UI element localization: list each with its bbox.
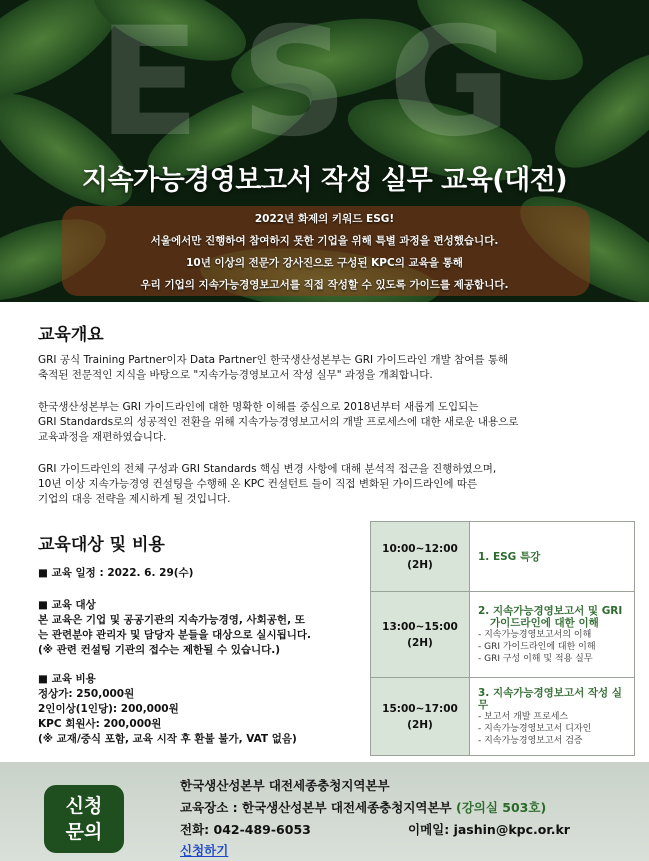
esg-watermark: ESG <box>97 0 552 170</box>
session-time-cell <box>371 678 470 756</box>
overview-p1-line: 축적된 전문적인 지식을 바탕으로 "지속가능경영보고서 작성 실무" 과정을 개최합니다. <box>38 369 433 381</box>
session-desc-cell <box>470 522 635 592</box>
cost-label: ■ 교육 비용 <box>38 673 96 685</box>
cost-line: (※ 교재/중식 포함, 교육 시작 후 환불 불가, VAT 없음) <box>38 733 297 745</box>
intro-line-3: 10년 이상의 전문가 강사진으로 구성된 KPC의 교육을 통해 <box>186 257 463 269</box>
contact-footer <box>0 762 649 861</box>
email-text: 이메일: jashin@kpc.or.kr <box>408 822 570 837</box>
table-row <box>371 592 635 678</box>
session-desc-cell <box>470 592 635 678</box>
venue-room: (강의실 503호) <box>455 800 547 815</box>
badge-line-bottom: 문의 <box>65 821 103 843</box>
session-subitem: - 지속가능경영보고서 검증 <box>478 735 583 746</box>
intro-line-4: 우리 기업의 지속가능경영보고서를 직접 작성할 수 있도록 가이드를 제공합니다. <box>140 279 509 291</box>
overview-paragraph-3 <box>38 462 628 507</box>
audience-line: 는 관련분야 관리자 및 담당자 분들을 대상으로 실시됩니다. <box>38 629 312 641</box>
apply-inquiry-badge <box>44 785 124 853</box>
cost-line: KPC 회원사: 200,000원 <box>38 718 162 730</box>
overview-p3-line: 10년 이상 지속가능경영 컨설팅을 수행해 온 KPC 컨설턴트 들이 직접 변화된 가이드라인에 따른 <box>38 478 478 490</box>
session-time-cell <box>371 522 470 592</box>
session-title: 2. 지속가능경영보고서 및 GRI <box>478 604 623 617</box>
session-subitem: - 지속가능경영보고서 디자인 <box>478 723 592 734</box>
schedule-table <box>370 521 635 756</box>
session-hours: (2H) <box>407 636 433 649</box>
cost-line: 2인이상(1인당): 200,000원 <box>38 703 179 715</box>
overview-paragraph-2 <box>38 400 628 445</box>
session-hours: (2H) <box>407 718 433 731</box>
venue-label: 교육장소 : 한국생산성본부 대전세종충청지역본부 <box>180 800 456 815</box>
session-subitem: - GRI 구성 이해 및 적용 실무 <box>478 653 593 664</box>
intro-line-2: 서울에서만 진행하여 참여하지 못한 기업을 위해 특별 과정을 편성했습니다. <box>150 235 499 247</box>
session-desc-cell <box>470 678 635 756</box>
audience-label: ■ 교육 대상 <box>38 599 96 611</box>
session-title: 3. 지속가능경영보고서 작성 실무 <box>478 686 622 711</box>
org-name: 한국생산성본부 대전세종충청지역본부 <box>180 778 390 793</box>
session-hours: (2H) <box>407 558 433 571</box>
session-time: 10:00~12:00 <box>382 542 458 555</box>
session-title-cont: 가이드라인에 대한 이해 <box>490 616 599 629</box>
audience-line: 본 교육은 기업 및 공공기관의 지속가능경영, 사회공헌, 또 <box>38 614 305 626</box>
venue-text <box>180 798 546 816</box>
cost-text <box>38 687 368 747</box>
table-row <box>371 522 635 592</box>
schedule-text: ■ 교육 일정 : 2022. 6. 29(수) <box>38 567 194 579</box>
session-time-cell <box>371 592 470 678</box>
session-time: 13:00~15:00 <box>382 620 458 633</box>
session-subitem: - 지속가능경영보고서의 이해 <box>478 629 592 640</box>
session-time: 15:00~17:00 <box>382 702 458 715</box>
intro-line-1: 2022년 화제의 키워드 ESG! <box>254 213 395 225</box>
overview-paragraph-1 <box>38 353 628 383</box>
audience-text <box>38 613 368 658</box>
overview-p3-line: 기업의 대응 전략을 제시하게 될 것입니다. <box>38 493 231 505</box>
badge-line-top: 신청 <box>65 795 103 817</box>
hero-banner <box>0 0 649 302</box>
overview-p2-line: GRI Standards로의 성공적인 전환을 위해 지속가능경영보고서의 개발 프로세스에 대한 새로운 내용으로 <box>38 416 519 428</box>
overview-p2-line: 교육과정을 재편하였습니다. <box>38 431 167 443</box>
session-subitem: - GRI 가이드라인에 대한 이해 <box>478 641 596 652</box>
table-row <box>371 678 635 756</box>
page-title: 지속가능경영보고서 작성 실무 교육(대전) <box>81 165 568 196</box>
overview-heading: 교육개요 <box>38 325 104 345</box>
session-subitem: - 보고서 개발 프로세스 <box>478 711 569 722</box>
cost-line: 정상가: 250,000원 <box>38 688 135 700</box>
audience-line: (※ 관련 컨설팅 기관의 접수는 제한될 수 있습니다.) <box>38 644 281 656</box>
overview-p3-line: GRI 가이드라인의 전체 구성과 GRI Standards 핵심 변경 사항에 대해 분석적 접근을 진행하였으며, <box>38 463 497 475</box>
session-title: 1. ESG 특강 <box>478 550 541 563</box>
overview-p2-line: 한국생산성본부는 GRI 가이드라인에 대한 명확한 이해를 중심으로 2018년부터 새롭게 도입되는 <box>38 401 479 413</box>
overview-p1-line: GRI 공식 Training Partner이자 Data Partner인 한국생산성본부는 GRI 가이드라인 개발 참여를 통해 <box>38 354 509 366</box>
phone-text: 전화: 042-489-6053 <box>180 822 311 837</box>
target-heading: 교육대상 및 비용 <box>38 535 165 555</box>
apply-link[interactable]: 신청하기 <box>180 843 229 858</box>
